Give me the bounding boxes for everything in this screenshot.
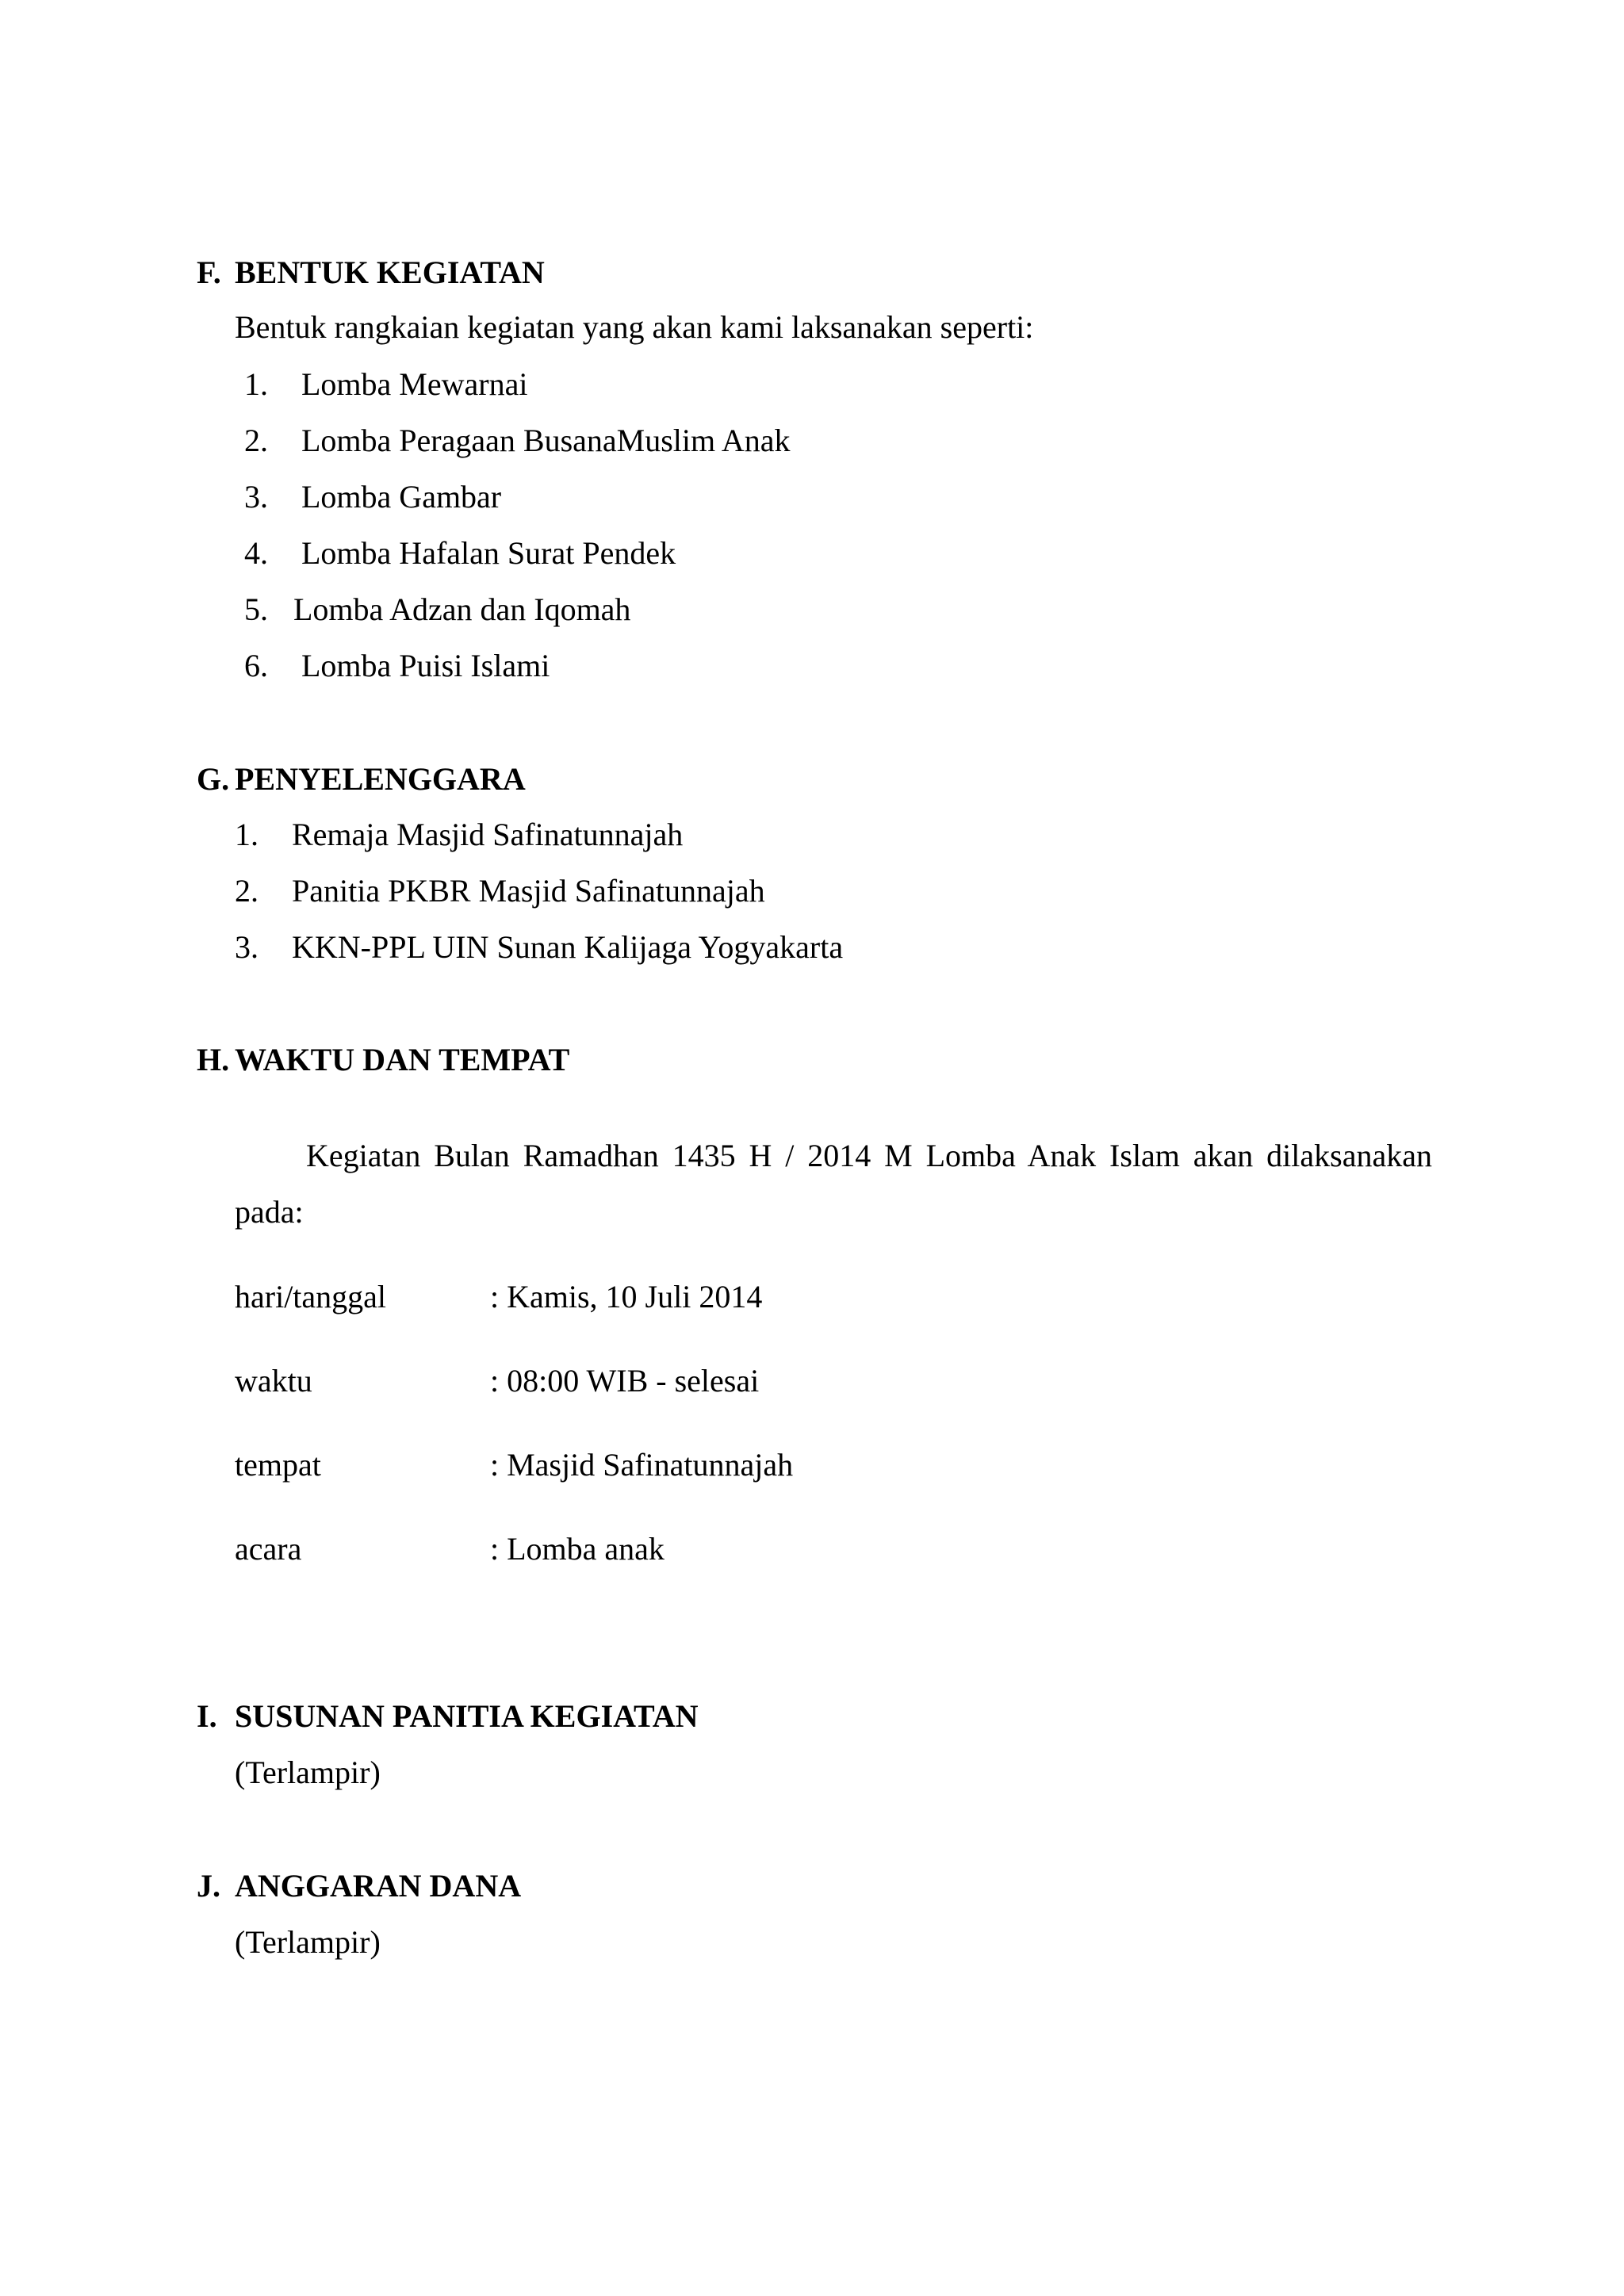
section-h-paragraph-line2: pada: bbox=[235, 1194, 304, 1230]
list-item-number: 5. bbox=[244, 591, 268, 627]
section-j-note: (Terlampir) bbox=[235, 1924, 381, 1960]
section-g-letter: G. bbox=[197, 761, 230, 797]
section-h-paragraph-line1: Kegiatan Bulan Ramadhan 1435 H / 2014 M Lomba Anak Islam akan dilaksanakan bbox=[306, 1138, 1432, 1173]
list-item: Lomba Hafalan Surat Pendek bbox=[301, 535, 676, 571]
list-item: KKN-PPL UIN Sunan Kalijaga Yogyakarta bbox=[292, 929, 844, 965]
section-f-intro: Bentuk rangkaian kegiatan yang akan kami laksanakan seperti: bbox=[235, 309, 1034, 345]
list-item-number: 4. bbox=[244, 535, 268, 571]
schedule-label: waktu bbox=[235, 1363, 312, 1399]
section-i-title: SUSUNAN PANITIA KEGIATAN bbox=[235, 1698, 699, 1734]
schedule-value: : Lomba anak bbox=[490, 1531, 665, 1567]
section-h-letter: H. bbox=[197, 1042, 230, 1077]
list-item: Lomba Peragaan BusanaMuslim Anak bbox=[301, 423, 791, 458]
list-item: Lomba Mewarnai bbox=[301, 366, 528, 402]
schedule-value: : Masjid Safinatunnajah bbox=[490, 1447, 794, 1483]
schedule-value: : 08:00 WIB - selesai bbox=[490, 1363, 760, 1399]
schedule-label: hari/tanggal bbox=[235, 1279, 387, 1314]
section-j-letter: J. bbox=[197, 1868, 220, 1904]
section-j-title: ANGGARAN DANA bbox=[235, 1868, 522, 1904]
list-item-number: 3. bbox=[244, 479, 268, 515]
section-g-title: PENYELENGGARA bbox=[235, 761, 526, 797]
section-h-title: WAKTU DAN TEMPAT bbox=[235, 1042, 570, 1077]
list-item-number: 2. bbox=[235, 873, 259, 909]
list-item-number: 2. bbox=[244, 423, 268, 458]
schedule-value: : Kamis, 10 Juli 2014 bbox=[490, 1279, 763, 1314]
list-item-number: 1. bbox=[235, 817, 259, 852]
section-i-note: (Terlampir) bbox=[235, 1755, 381, 1790]
list-item: Lomba Gambar bbox=[301, 479, 502, 515]
list-item: Lomba Puisi Islami bbox=[301, 648, 550, 683]
section-f-title: BENTUK KEGIATAN bbox=[235, 254, 545, 290]
section-i-letter: I. bbox=[197, 1698, 217, 1734]
list-item-number: 6. bbox=[244, 648, 268, 683]
list-item: Lomba Adzan dan Iqomah bbox=[293, 591, 631, 627]
section-f-letter: F. bbox=[197, 254, 221, 290]
list-item-number: 3. bbox=[235, 929, 259, 965]
list-item: Panitia PKBR Masjid Safinatunnajah bbox=[292, 873, 765, 909]
schedule-label: acara bbox=[235, 1531, 302, 1567]
list-item-number: 1. bbox=[244, 366, 268, 402]
list-item: Remaja Masjid Safinatunnajah bbox=[292, 817, 684, 852]
schedule-label: tempat bbox=[235, 1447, 321, 1483]
